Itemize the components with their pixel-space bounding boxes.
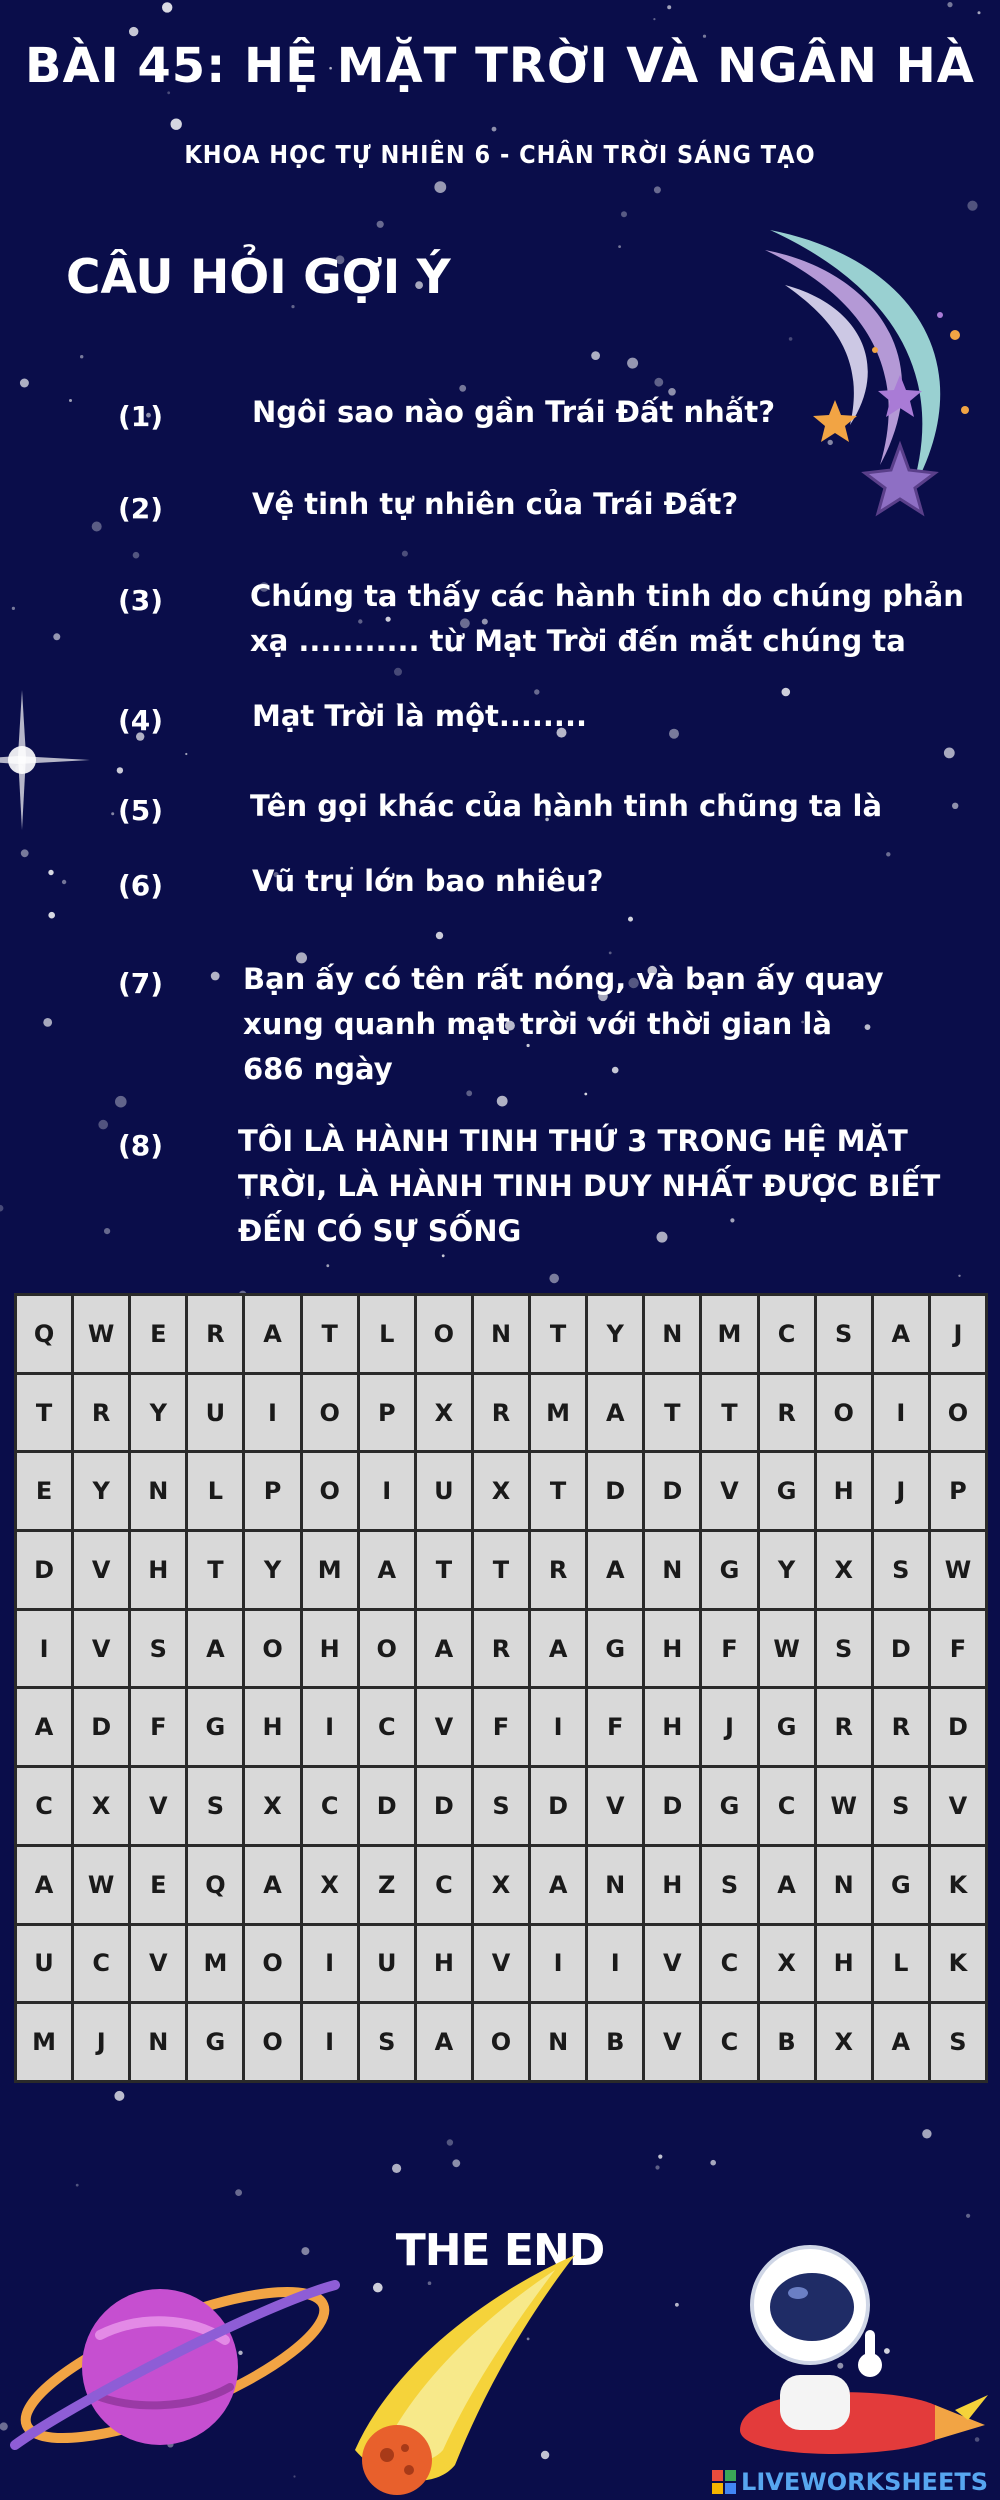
grid-cell[interactable]: E: [131, 1296, 185, 1372]
grid-cell[interactable]: V: [74, 1532, 128, 1608]
grid-cell[interactable]: W: [760, 1611, 814, 1687]
grid-cell[interactable]: N: [131, 2004, 185, 2080]
star-dot: [133, 552, 140, 559]
grid-cell[interactable]: A: [417, 2004, 471, 2080]
grid-cell[interactable]: X: [245, 1768, 299, 1844]
grid-cell[interactable]: A: [360, 1532, 414, 1608]
grid-cell[interactable]: G: [588, 1611, 642, 1687]
grid-cell[interactable]: O: [245, 1611, 299, 1687]
grid-cell[interactable]: J: [702, 1689, 756, 1765]
star-dot: [654, 378, 663, 387]
grid-cell[interactable]: O: [474, 2004, 528, 2080]
grid-cell[interactable]: F: [131, 1689, 185, 1765]
grid-cell[interactable]: X: [760, 1926, 814, 2002]
star-dot: [0, 1205, 3, 1212]
grid-cell[interactable]: T: [645, 1375, 699, 1451]
grid-cell[interactable]: R: [874, 1689, 928, 1765]
grid-cell[interactable]: A: [17, 1689, 71, 1765]
grid-cell[interactable]: V: [131, 1768, 185, 1844]
grid-cell[interactable]: O: [303, 1453, 357, 1529]
grid-cell[interactable]: C: [360, 1689, 414, 1765]
star-dot: [235, 2189, 242, 2196]
grid-cell[interactable]: H: [303, 1611, 357, 1687]
grid-cell[interactable]: X: [817, 1532, 871, 1608]
grid-cell[interactable]: O: [817, 1375, 871, 1451]
star-dot: [966, 2214, 970, 2218]
grid-cell[interactable]: C: [760, 1768, 814, 1844]
star-dot: [104, 1228, 110, 1234]
star-dot: [549, 1274, 559, 1284]
question-number: (8): [118, 1129, 164, 1162]
grid-cell[interactable]: S: [360, 2004, 414, 2080]
grid-cell[interactable]: Y: [131, 1375, 185, 1451]
grid-cell[interactable]: E: [17, 1453, 71, 1529]
page-subtitle: KHOA HỌC TỰ NHIÊN 6 - CHÂN TRỜI SÁNG TẠO: [184, 140, 816, 169]
grid-cell[interactable]: O: [931, 1375, 985, 1451]
brand-watermark[interactable]: [711, 2468, 988, 2496]
star-dot: [0, 2422, 8, 2430]
grid-cell[interactable]: S: [474, 1768, 528, 1844]
grid-cell[interactable]: A: [588, 1375, 642, 1451]
star-dot: [653, 18, 655, 20]
brand-label: LIVEWORKSHEETS: [741, 2468, 988, 2496]
grid-cell[interactable]: Y: [74, 1453, 128, 1529]
grid-cell[interactable]: S: [817, 1296, 871, 1372]
star-dot: [92, 522, 102, 532]
grid-cell[interactable]: Z: [360, 1847, 414, 1923]
star-dot: [326, 1264, 329, 1267]
grid-cell[interactable]: F: [474, 1689, 528, 1765]
grid-cell[interactable]: Q: [188, 1847, 242, 1923]
grid-cell[interactable]: V: [474, 1926, 528, 2002]
grid-cell[interactable]: D: [360, 1768, 414, 1844]
grid-cell[interactable]: A: [17, 1847, 71, 1923]
star-dot: [452, 2159, 460, 2167]
grid-cell[interactable]: F: [931, 1611, 985, 1687]
grid-cell[interactable]: I: [588, 1926, 642, 2002]
question-number: (7): [118, 967, 164, 1000]
grid-cell[interactable]: N: [474, 1296, 528, 1372]
grid-cell[interactable]: D: [531, 1768, 585, 1844]
question-text: Vệ tinh tự nhiên của Trái Đất?: [252, 487, 739, 521]
flare-star-icon: [0, 690, 90, 830]
grid-cell[interactable]: I: [874, 1375, 928, 1451]
star-dot: [402, 551, 408, 557]
grid-cell[interactable]: M: [188, 1926, 242, 2002]
star-dot: [658, 2155, 662, 2159]
grid-cell[interactable]: M: [531, 1375, 585, 1451]
grid-cell[interactable]: L: [188, 1453, 242, 1529]
grid-cell[interactable]: A: [417, 1611, 471, 1687]
question-number: (5): [118, 794, 164, 827]
grid-cell[interactable]: P: [245, 1453, 299, 1529]
star-dot: [48, 912, 55, 919]
grid-cell[interactable]: B: [760, 2004, 814, 2080]
grid-cell[interactable]: M: [303, 1532, 357, 1608]
grid-cell[interactable]: G: [702, 1768, 756, 1844]
grid-cell[interactable]: I: [17, 1611, 71, 1687]
grid-cell[interactable]: P: [931, 1453, 985, 1529]
grid-cell[interactable]: A: [188, 1611, 242, 1687]
grid-cell[interactable]: C: [303, 1768, 357, 1844]
grid-cell[interactable]: G: [760, 1453, 814, 1529]
star-dot: [447, 2139, 453, 2145]
grid-cell[interactable]: C: [74, 1926, 128, 2002]
grid-cell[interactable]: W: [817, 1768, 871, 1844]
grid-cell[interactable]: P: [360, 1375, 414, 1451]
star-dot: [20, 379, 29, 388]
grid-cell[interactable]: G: [760, 1689, 814, 1765]
star-dot: [782, 688, 791, 697]
grid-cell[interactable]: R: [474, 1375, 528, 1451]
grid-cell[interactable]: S: [817, 1611, 871, 1687]
grid-cell[interactable]: D: [17, 1532, 71, 1608]
star-dot: [185, 753, 187, 755]
grid-cell[interactable]: C: [17, 1768, 71, 1844]
question-number: (4): [118, 704, 164, 737]
star-dot: [80, 355, 83, 358]
star-dot: [654, 186, 661, 193]
grid-cell[interactable]: J: [931, 1296, 985, 1372]
star-dot: [958, 1275, 960, 1277]
star-dot: [667, 5, 671, 9]
star-dot: [211, 972, 220, 981]
grid-cell[interactable]: T: [702, 1375, 756, 1451]
grid-cell[interactable]: J: [874, 1453, 928, 1529]
grid-cell[interactable]: O: [417, 1296, 471, 1372]
grid-cell[interactable]: M: [17, 2004, 71, 2080]
star-dot: [117, 767, 123, 773]
grid-cell[interactable]: G: [874, 1847, 928, 1923]
saturn-planet-icon: [10, 2255, 340, 2470]
grid-cell[interactable]: C: [760, 1296, 814, 1372]
grid-cell[interactable]: H: [645, 1847, 699, 1923]
grid-cell[interactable]: U: [188, 1375, 242, 1451]
grid-cell[interactable]: D: [874, 1611, 928, 1687]
star-dot: [497, 1096, 508, 1107]
grid-cell[interactable]: T: [188, 1532, 242, 1608]
grid-cell[interactable]: D: [417, 1768, 471, 1844]
grid-cell[interactable]: U: [417, 1453, 471, 1529]
star-dot: [115, 1096, 127, 1108]
grid-cell[interactable]: L: [360, 1296, 414, 1372]
star-dot: [492, 127, 497, 132]
grid-cell[interactable]: I: [360, 1453, 414, 1529]
liveworksheets-logo-icon: [711, 2469, 737, 2495]
grid-cell[interactable]: L: [874, 1926, 928, 2002]
grid-cell[interactable]: V: [931, 1768, 985, 1844]
question-text: Chúng ta thấy các hành tinh do chúng phản xạ ........... từ Mạt Trời đến mắt chúng ta: [250, 579, 964, 658]
star-dot: [669, 729, 679, 739]
grid-cell[interactable]: I: [531, 1926, 585, 2002]
question-number: (6): [118, 869, 164, 902]
grid-cell[interactable]: I: [531, 1689, 585, 1765]
star-dot: [129, 27, 138, 36]
grid-cell[interactable]: S: [188, 1768, 242, 1844]
grid-cell[interactable]: U: [360, 1926, 414, 2002]
grid-cell[interactable]: A: [531, 1611, 585, 1687]
star-dot: [377, 221, 384, 228]
star-dot: [43, 1018, 52, 1027]
star-dot: [293, 2475, 295, 2477]
star-dot: [48, 870, 53, 875]
grid-cell[interactable]: W: [74, 1296, 128, 1372]
grid-cell[interactable]: W: [931, 1532, 985, 1608]
star-dot: [111, 812, 114, 815]
star-dot: [922, 2129, 931, 2138]
grid-cell[interactable]: H: [245, 1689, 299, 1765]
grid-cell[interactable]: A: [874, 2004, 928, 2080]
star-dot: [12, 607, 15, 610]
grid-cell[interactable]: V: [131, 1926, 185, 2002]
grid-cell[interactable]: D: [74, 1689, 128, 1765]
star-dot: [392, 2164, 401, 2173]
grid-cell[interactable]: D: [931, 1689, 985, 1765]
star-dot: [69, 399, 72, 402]
grid-cell[interactable]: R: [817, 1689, 871, 1765]
grid-cell[interactable]: F: [702, 1611, 756, 1687]
grid-cell[interactable]: I: [303, 1689, 357, 1765]
grid-cell[interactable]: V: [417, 1689, 471, 1765]
grid-cell[interactable]: A: [874, 1296, 928, 1372]
grid-cell[interactable]: A: [588, 1532, 642, 1608]
star-dot: [291, 305, 294, 308]
grid-cell[interactable]: S: [131, 1611, 185, 1687]
star-dot: [114, 2091, 124, 2101]
grid-cell[interactable]: A: [245, 1847, 299, 1923]
grid-cell[interactable]: R: [760, 1375, 814, 1451]
grid-cell[interactable]: R: [188, 1296, 242, 1372]
star-dot: [944, 748, 955, 759]
question-number: (1): [118, 400, 164, 433]
star-dot: [171, 119, 182, 130]
grid-cell[interactable]: N: [588, 1847, 642, 1923]
grid-cell[interactable]: A: [245, 1296, 299, 1372]
grid-cell[interactable]: X: [474, 1847, 528, 1923]
grid-cell[interactable]: S: [874, 1532, 928, 1608]
star-dot: [627, 358, 638, 369]
star-dot: [591, 351, 600, 360]
grid-cell[interactable]: R: [74, 1375, 128, 1451]
grid-cell[interactable]: E: [131, 1847, 185, 1923]
grid-cell[interactable]: V: [702, 1453, 756, 1529]
star-dot: [618, 245, 621, 248]
grid-cell[interactable]: K: [931, 1847, 985, 1923]
star-dot: [886, 852, 890, 856]
word-search-grid: [14, 1293, 988, 2083]
grid-cell[interactable]: M: [702, 1296, 756, 1372]
grid-cell[interactable]: T: [417, 1532, 471, 1608]
grid-cell[interactable]: T: [17, 1375, 71, 1451]
grid-cell[interactable]: D: [645, 1453, 699, 1529]
grid-cell[interactable]: T: [531, 1453, 585, 1529]
grid-cell[interactable]: R: [474, 1611, 528, 1687]
star-dot: [628, 917, 633, 922]
grid-cell[interactable]: T: [531, 1296, 585, 1372]
grid-cell[interactable]: S: [702, 1847, 756, 1923]
grid-cell[interactable]: X: [817, 2004, 871, 2080]
grid-cell[interactable]: C: [702, 2004, 756, 2080]
star-dot: [76, 2184, 79, 2187]
star-dot: [609, 952, 612, 955]
grid-cell[interactable]: D: [645, 1768, 699, 1844]
star-dot: [21, 849, 29, 857]
star-dot: [62, 880, 66, 884]
grid-cell[interactable]: V: [645, 1926, 699, 2002]
question-text: TÔI LÀ HÀNH TINH THỨ 3 TRONG HỆ MẶT TRỜI, LÀ HÀNH TINH DUY NHẤT ĐƯỢC BIẾT ĐẾN CÓ SỰ SỐNG: [238, 1124, 941, 1248]
question-text: Vũ trụ lớn bao nhiêu?: [252, 864, 604, 898]
grid-cell[interactable]: I: [245, 1375, 299, 1451]
grid-cell[interactable]: V: [74, 1611, 128, 1687]
grid-cell[interactable]: G: [188, 2004, 242, 2080]
grid-cell[interactable]: V: [588, 1768, 642, 1844]
grid-cell[interactable]: N: [645, 1532, 699, 1608]
grid-cell[interactable]: H: [817, 1453, 871, 1529]
star-dot: [675, 2303, 679, 2307]
question-text: Ngôi sao nào gần Trái Đất nhất?: [252, 395, 776, 429]
grid-cell[interactable]: V: [645, 2004, 699, 2080]
the-end-label: THE END: [395, 2225, 605, 2276]
section-heading: CÂU HỎI GỢI Ý: [66, 250, 451, 305]
grid-cell[interactable]: X: [303, 1847, 357, 1923]
grid-cell[interactable]: Y: [760, 1532, 814, 1608]
grid-cell[interactable]: N: [131, 1453, 185, 1529]
grid-cell[interactable]: O: [360, 1611, 414, 1687]
grid-cell[interactable]: X: [417, 1375, 471, 1451]
star-dot: [394, 668, 402, 676]
star-dot: [98, 1120, 108, 1130]
grid-cell[interactable]: K: [931, 1926, 985, 2002]
grid-cell[interactable]: B: [588, 2004, 642, 2080]
grid-cell[interactable]: D: [588, 1453, 642, 1529]
star-dot: [162, 2, 172, 12]
grid-cell[interactable]: N: [645, 1296, 699, 1372]
grid-cell[interactable]: T: [303, 1296, 357, 1372]
grid-cell[interactable]: G: [188, 1689, 242, 1765]
grid-cell[interactable]: X: [474, 1453, 528, 1529]
star-dot: [434, 181, 446, 193]
comet-meteor-icon: [325, 2250, 575, 2500]
grid-cell[interactable]: C: [417, 1847, 471, 1923]
grid-cell[interactable]: S: [931, 2004, 985, 2080]
grid-cell[interactable]: H: [131, 1532, 185, 1608]
grid-cell[interactable]: N: [531, 2004, 585, 2080]
grid-cell[interactable]: I: [303, 2004, 357, 2080]
grid-cell[interactable]: H: [817, 1926, 871, 2002]
grid-cell[interactable]: A: [760, 1847, 814, 1923]
star-dot: [436, 932, 443, 939]
star-dot: [978, 11, 981, 14]
grid-cell[interactable]: F: [588, 1689, 642, 1765]
grid-cell[interactable]: Y: [245, 1532, 299, 1608]
grid-cell[interactable]: X: [74, 1768, 128, 1844]
star-dot: [947, 2, 952, 7]
grid-cell[interactable]: U: [17, 1926, 71, 2002]
astronaut-rocket-icon: [720, 2235, 990, 2465]
star-dot: [710, 2160, 716, 2166]
grid-cell[interactable]: A: [531, 1847, 585, 1923]
star-dot: [952, 803, 958, 809]
question-number: (3): [118, 584, 164, 617]
grid-cell[interactable]: Y: [588, 1296, 642, 1372]
grid-cell[interactable]: H: [645, 1611, 699, 1687]
grid-cell[interactable]: G: [702, 1532, 756, 1608]
grid-cell[interactable]: O: [245, 2004, 299, 2080]
question-text: Tên gọi khác của hành tinh chũng ta là: [250, 789, 883, 823]
grid-cell[interactable]: H: [645, 1689, 699, 1765]
question-text: Mạt Trời là một........: [252, 699, 587, 733]
grid-cell[interactable]: R: [531, 1532, 585, 1608]
grid-cell[interactable]: O: [245, 1926, 299, 2002]
shooting-star-icon: [750, 215, 990, 545]
grid-cell[interactable]: N: [817, 1847, 871, 1923]
grid-cell[interactable]: I: [303, 1926, 357, 2002]
star-dot: [442, 1254, 445, 1257]
grid-cell[interactable]: T: [474, 1532, 528, 1608]
star-dot: [584, 1093, 587, 1096]
page-title: BÀI 45: HỆ MẶT TRỜI VÀ NGÂN HÀ: [25, 38, 975, 94]
question-number: (2): [118, 492, 164, 525]
grid-cell[interactable]: Q: [17, 1296, 71, 1372]
star-dot: [967, 201, 977, 211]
grid-cell[interactable]: C: [702, 1926, 756, 2002]
grid-cell[interactable]: J: [74, 2004, 128, 2080]
grid-cell[interactable]: H: [417, 1926, 471, 2002]
star-dot: [53, 633, 60, 640]
grid-cell[interactable]: W: [74, 1847, 128, 1923]
star-dot: [655, 2165, 659, 2169]
grid-cell[interactable]: O: [303, 1375, 357, 1451]
grid-cell[interactable]: S: [874, 1768, 928, 1844]
star-dot: [621, 211, 627, 217]
question-text: Bạn ấy có tên rất nóng, và bạn ấy quay xung quanh mạt trời với thời gian là 686 ngày: [243, 962, 884, 1086]
